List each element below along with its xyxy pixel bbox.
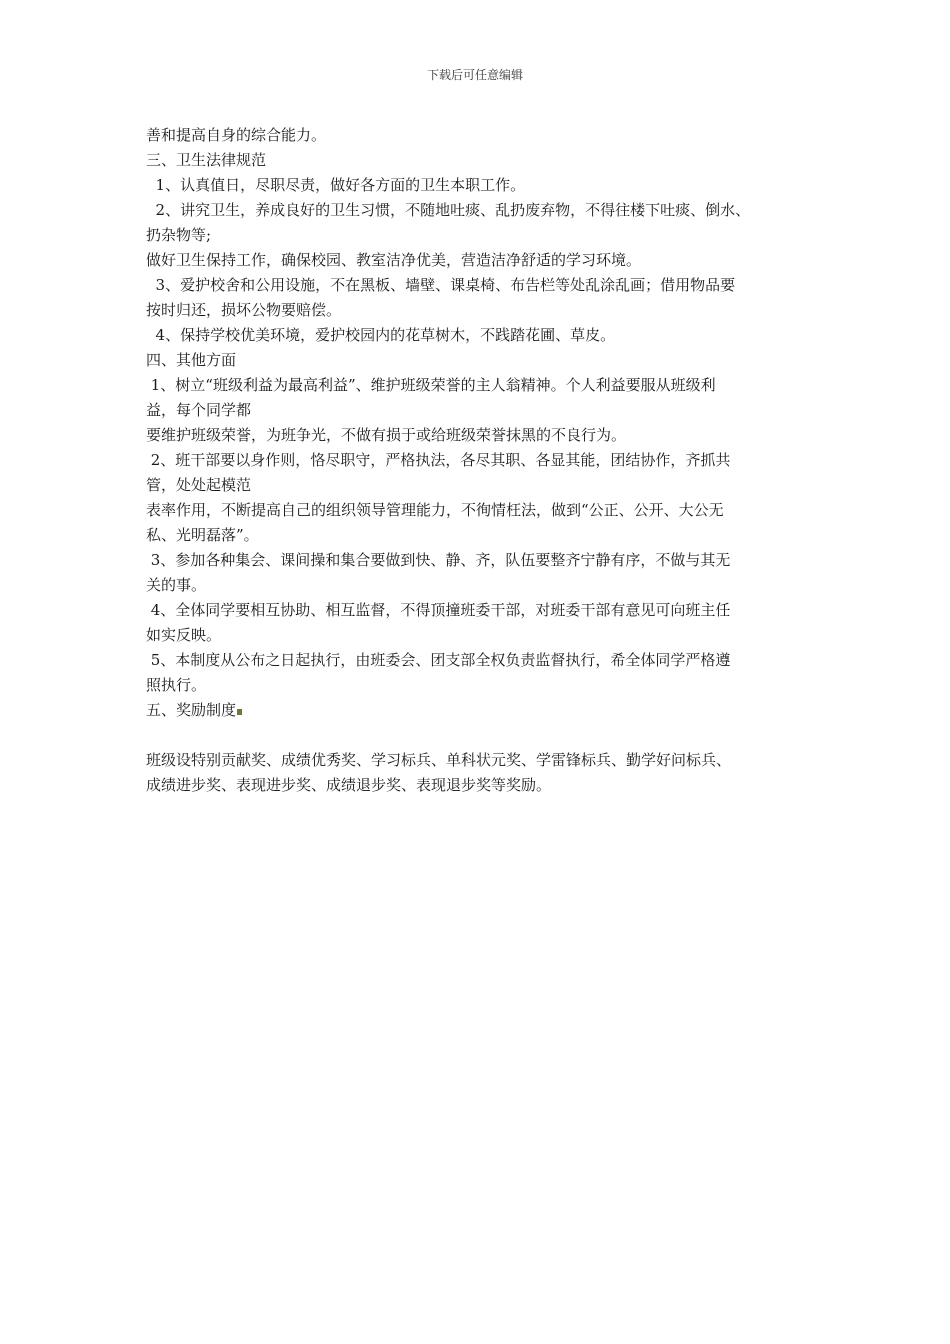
section-heading: 三、卫生法律规范 [146, 151, 267, 169]
anchor-mark-icon [237, 709, 242, 715]
text-line: 私、光明磊落”。 [146, 526, 259, 544]
text-line: 扔杂物等; [146, 226, 212, 244]
text-line: 如实反映。 [146, 626, 222, 644]
header-note: 下载后可任意编辑 [426, 68, 523, 82]
text-line: 4、全体同学要相互协助、相互监督，不得顶撞班委干部，对班委干部有意见可向班主任 [146, 601, 731, 619]
text-line: 3、爱护校舍和公用设施，不在黑板、墙壁、课桌椅、布告栏等处乱涂乱画；借用物品要 [146, 276, 736, 294]
text-line: 1、认真值日，尽职尽责，做好各方面的卫生本职工作。 [146, 176, 526, 194]
text-line: 班级设特别贡献奖、成绩优秀奖、学习标兵、单科状元奖、学雷锋标兵、勤学好问标兵、 [146, 751, 732, 769]
blank-line [146, 723, 814, 748]
text-line: 2、讲究卫生，养成良好的卫生习惯，不随地吐痰、乱扔废弃物，不得往楼下吐痰、倒水、 [146, 201, 751, 219]
text-line: 2、班干部要以身作则，恪尽职守，严格执法，各尽其职、各显其能，团结协作，齐抓共 [146, 451, 731, 469]
section-heading: 五、奖励制度 [146, 701, 237, 719]
section-heading-awards [146, 698, 814, 723]
text-line: 管，处处起模范 [146, 476, 252, 494]
text-line: 善和提高自身的综合能力。 [146, 126, 327, 144]
text-line: 4、保持学校优美环境，爱护校园内的花草树木，不践踏花圃、草皮。 [146, 326, 616, 344]
text-line: 表率作用，不断提高自己的组织领导管理能力，不徇情枉法，做到“公正、公开、大公无 [146, 501, 724, 519]
document-body [146, 123, 814, 798]
text-line: 5、本制度从公布之日起执行，由班委会、团支部全权负责监督执行，希全体同学严格遵 [146, 651, 731, 669]
section-heading: 四、其他方面 [146, 351, 237, 369]
text-line: 3、参加各种集会、课间操和集合要做到快、静、齐，队伍要整齐宁静有序，不做与其无 [146, 551, 731, 569]
text-line: 1、树立“班级利益为最高利益”、维护班级荣誉的主人翁精神。个人利益要服从班级利 [146, 376, 716, 394]
text-line: 成绩进步奖、表现进步奖、成绩退步奖、表现退步奖等奖励。 [146, 776, 552, 794]
text-line: 关的事。 [146, 576, 207, 594]
text-line: 照执行。 [146, 676, 207, 694]
text-line: 益，每个同学都 [146, 401, 252, 419]
text-line: 要维护班级荣誉，为班争光，不做有损于或给班级荣誉抹黑的不良行为。 [146, 426, 627, 444]
text-line: 按时归还，损坏公物要赔偿。 [146, 301, 342, 319]
text-line: 做好卫生保持工作，确保校园、教室洁净优美，营造洁净舒适的学习环境。 [146, 251, 642, 269]
